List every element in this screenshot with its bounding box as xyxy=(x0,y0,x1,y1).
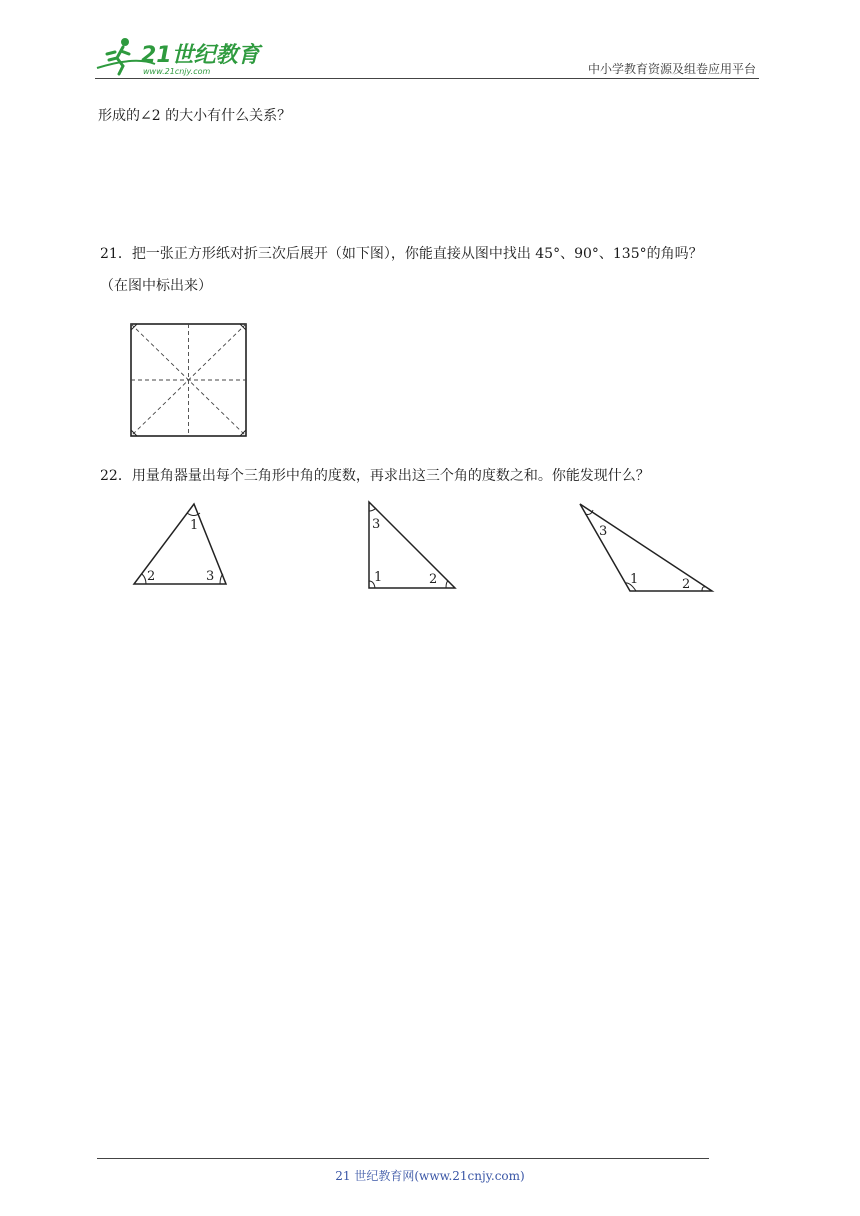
question-20-tail: 形成的∠2 的大小有什么关系？ xyxy=(98,108,292,124)
angle-label-3: 3 xyxy=(206,569,215,584)
question-21-note: （在图中标出来） xyxy=(100,278,212,294)
triangle-obtuse xyxy=(574,498,718,596)
triangle-acute xyxy=(128,498,232,596)
angle-label-1: 1 xyxy=(190,518,199,533)
angle-label-3: 3 xyxy=(599,524,608,539)
angle-label-2: 2 xyxy=(682,577,691,592)
logo-url: www.21cnjy.com xyxy=(143,67,211,76)
site-logo xyxy=(95,34,265,78)
header-divider xyxy=(95,78,759,79)
angle-label-2: 2 xyxy=(429,572,438,587)
header-platform-text: 中小学教育资源及组卷应用平台 xyxy=(587,62,756,76)
angle-label-2: 2 xyxy=(147,569,156,584)
angle-label-3: 3 xyxy=(372,517,381,532)
question-21-text: 21．把一张正方形纸对折三次后展开（如下图），你能直接从图中找出 45°、90°、135°的角吗？ xyxy=(100,246,703,262)
angle-label-1: 1 xyxy=(374,570,383,585)
triangle-right xyxy=(362,498,462,596)
footer-divider xyxy=(97,1158,709,1159)
footer-site-link[interactable]: 21 世纪教育网(www.21cnjy.com) xyxy=(335,1169,525,1183)
logo-text: 21世纪教育 xyxy=(141,43,260,68)
folded-square-figure xyxy=(128,320,250,440)
question-22-text: 22．用量角器量出每个三角形中角的度数，再求出这三个角的度数之和。你能发现什么？ xyxy=(100,468,650,484)
angle-label-1: 1 xyxy=(630,572,639,587)
